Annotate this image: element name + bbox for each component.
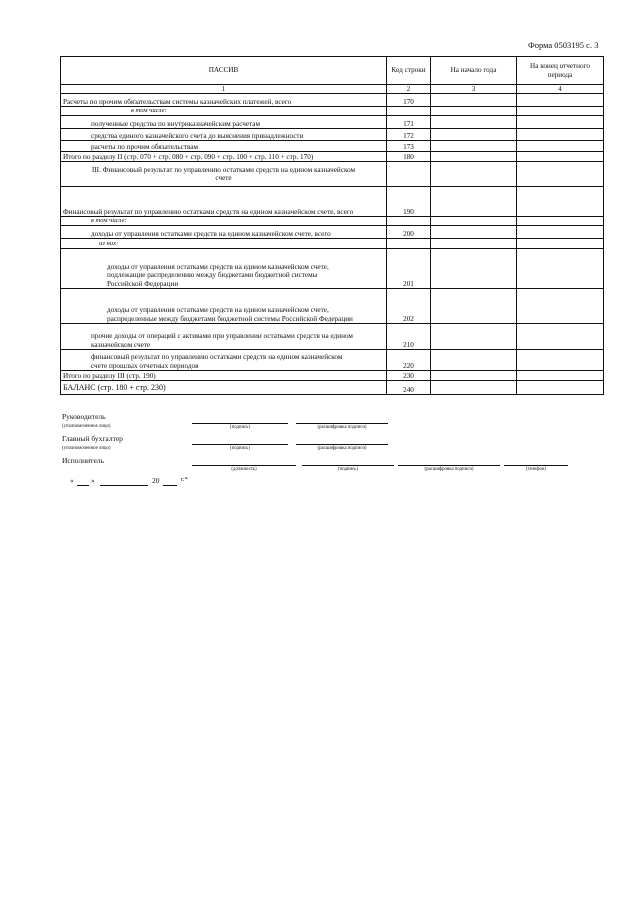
table-row [61, 289, 604, 324]
header-start: На начало года [431, 57, 517, 85]
cell-start[interactable] [431, 116, 517, 129]
executor-decode-line[interactable] [398, 465, 500, 466]
column-number-row [61, 85, 604, 94]
cell-end[interactable] [517, 94, 604, 107]
date-suffix: г.* [181, 476, 188, 483]
row-label: средства единого казначейского счета до выяснения принадлежности [61, 129, 387, 141]
table-row [61, 217, 604, 226]
table-row [61, 324, 604, 350]
row-code [387, 107, 431, 116]
cell-start[interactable] [431, 129, 517, 141]
row-code: 172 [387, 129, 431, 141]
cell-start[interactable] [431, 107, 517, 116]
cell-start[interactable] [431, 187, 517, 217]
head-signature-line[interactable] [192, 423, 288, 424]
head-decode-caption: (расшифровка подписи) [317, 425, 367, 430]
accountant-signature-caption: (подпись) [230, 446, 250, 451]
cell-end[interactable] [517, 141, 604, 152]
row-label: из них: [61, 239, 387, 249]
row-code: 230 [387, 371, 431, 381]
header-end: На конец отчетного периода [517, 57, 604, 85]
table-row [61, 350, 604, 371]
cell-start[interactable] [431, 239, 517, 249]
row-label: Итого по разделу II (стр. 070 + стр. 080 + стр. 090 + стр. 100 + стр. 110 + стр. 170) [61, 152, 387, 162]
executor-phone-line[interactable] [504, 465, 568, 466]
table-row [61, 129, 604, 141]
cell-end[interactable] [517, 226, 604, 239]
table-row [61, 107, 604, 116]
cell-end[interactable] [517, 187, 604, 217]
date-day-line[interactable] [77, 485, 89, 486]
balance-table [60, 56, 604, 395]
executor-label: Исполнитель [62, 456, 104, 465]
cell-end[interactable] [517, 381, 604, 395]
row-label: прочие доходы от операций с активами при управлении остатками средств на едином казначейском счете [61, 324, 387, 350]
col-number: 4 [517, 85, 604, 94]
accountant-decode-line[interactable] [296, 444, 388, 445]
accountant-decode-caption: (расшифровка подписи) [317, 446, 367, 451]
head-label: Руководитель [62, 412, 106, 421]
table-row [61, 116, 604, 129]
executor-signature-caption: (подпись) [338, 467, 358, 472]
executor-decode-caption: (расшифровка подписи) [424, 467, 474, 472]
cell-end[interactable] [517, 107, 604, 116]
cell-start[interactable] [431, 381, 517, 395]
accountant-signature-line[interactable] [192, 444, 288, 445]
col-number: 2 [387, 85, 431, 94]
date-year-prefix: 20 [152, 476, 160, 485]
accountant-sub: (уполномоченное лицо) [62, 446, 111, 451]
cell-end[interactable] [517, 116, 604, 129]
cell-end[interactable] [517, 217, 604, 226]
cell-start[interactable] [431, 249, 517, 289]
row-code [387, 217, 431, 226]
cell-start[interactable] [431, 141, 517, 152]
row-code: 210 [387, 324, 431, 350]
row-label: Расчеты по прочим обязательствам системы казначейских платежей, всего [61, 94, 387, 107]
cell-start[interactable] [431, 324, 517, 350]
col-number: 3 [431, 85, 517, 94]
head-sub: (уполномоченное лицо) [62, 424, 111, 429]
date-open-quote: « [70, 476, 74, 485]
row-label: полученные средства по внутриказначейским расчетам [61, 116, 387, 129]
row-code: 190 [387, 187, 431, 217]
row-label: финансовый результат по управлению остатками средств на едином казначейском счете прошлых отчетных периодов [61, 350, 387, 371]
cell-end[interactable] [517, 350, 604, 371]
executor-position-line[interactable] [192, 465, 296, 466]
cell-start[interactable] [431, 226, 517, 239]
table-row [61, 152, 604, 162]
table-row [61, 249, 604, 289]
header-row [61, 57, 604, 85]
executor-phone-caption: (телефон) [525, 467, 547, 472]
row-label: расчеты по прочим обязательствам [61, 141, 387, 152]
cell-start[interactable] [431, 162, 517, 187]
cell-start[interactable] [431, 350, 517, 371]
table-row [61, 94, 604, 107]
cell-end[interactable] [517, 239, 604, 249]
cell-start[interactable] [431, 217, 517, 226]
cell-end[interactable] [517, 129, 604, 141]
table-row [61, 226, 604, 239]
row-label: Финансовый результат по управлению остатками средств на едином казначейском счете, всего [61, 187, 387, 217]
row-code: 202 [387, 289, 431, 324]
table-row [61, 239, 604, 249]
row-label: в том числе: [61, 217, 387, 226]
cell-start[interactable] [431, 371, 517, 381]
header-passiv: ПАССИВ [61, 57, 387, 85]
row-label: доходы от управления остатками средств на едином казначейском счете, всего [61, 226, 387, 239]
cell-end[interactable] [517, 249, 604, 289]
table-row [61, 371, 604, 381]
row-code [387, 162, 431, 187]
row-label: БАЛАНС (стр. 180 + стр. 230) [61, 381, 387, 395]
cell-start[interactable] [431, 289, 517, 324]
cell-end[interactable] [517, 162, 604, 187]
row-code [387, 239, 431, 249]
row-code: 220 [387, 350, 431, 371]
cell-end[interactable] [517, 324, 604, 350]
row-code: 201 [387, 249, 431, 289]
head-decode-line[interactable] [296, 423, 388, 424]
row-code: 173 [387, 141, 431, 152]
date-close-quote: » [91, 476, 95, 485]
date-month-line[interactable] [100, 485, 148, 486]
row-code: 200 [387, 226, 431, 239]
table-row [61, 141, 604, 152]
table-row [61, 187, 604, 217]
cell-end[interactable] [517, 371, 604, 381]
executor-signature-line[interactable] [302, 465, 394, 466]
cell-end[interactable] [517, 152, 604, 162]
col-number: 1 [61, 85, 387, 94]
row-code: 180 [387, 152, 431, 162]
cell-start[interactable] [431, 94, 517, 107]
executor-position-caption: (должность) [231, 467, 257, 472]
form-code: Форма 0503195 с. 3 [528, 40, 599, 50]
balance-row [61, 381, 604, 395]
row-code: 240 [387, 381, 431, 395]
row-code: 170 [387, 94, 431, 107]
section-title: III. Финансовый результат по управлению остатками средств на едином казначейском счете [61, 162, 387, 187]
accountant-label: Главный бухгалтер [62, 434, 123, 443]
row-code: 171 [387, 116, 431, 129]
date-year-line[interactable] [163, 485, 177, 486]
cell-start[interactable] [431, 152, 517, 162]
section-title-row [61, 162, 604, 187]
row-label: доходы от управления остатками средств на едином казначейском счете, подлежащие распределению между бюджетами бюджетной системы Российской Федерации [61, 249, 387, 289]
head-signature-caption: (подпись) [230, 425, 250, 430]
row-label: в том числе: [61, 107, 387, 116]
row-label: Итого по разделу III (стр. 190) [61, 371, 387, 381]
cell-end[interactable] [517, 289, 604, 324]
row-label: доходы от управления остатками средств на едином казначейском счете, распределенные между бюджетами бюджетной системы Российской Федерации [61, 289, 387, 324]
header-code: Код строки [387, 57, 431, 85]
